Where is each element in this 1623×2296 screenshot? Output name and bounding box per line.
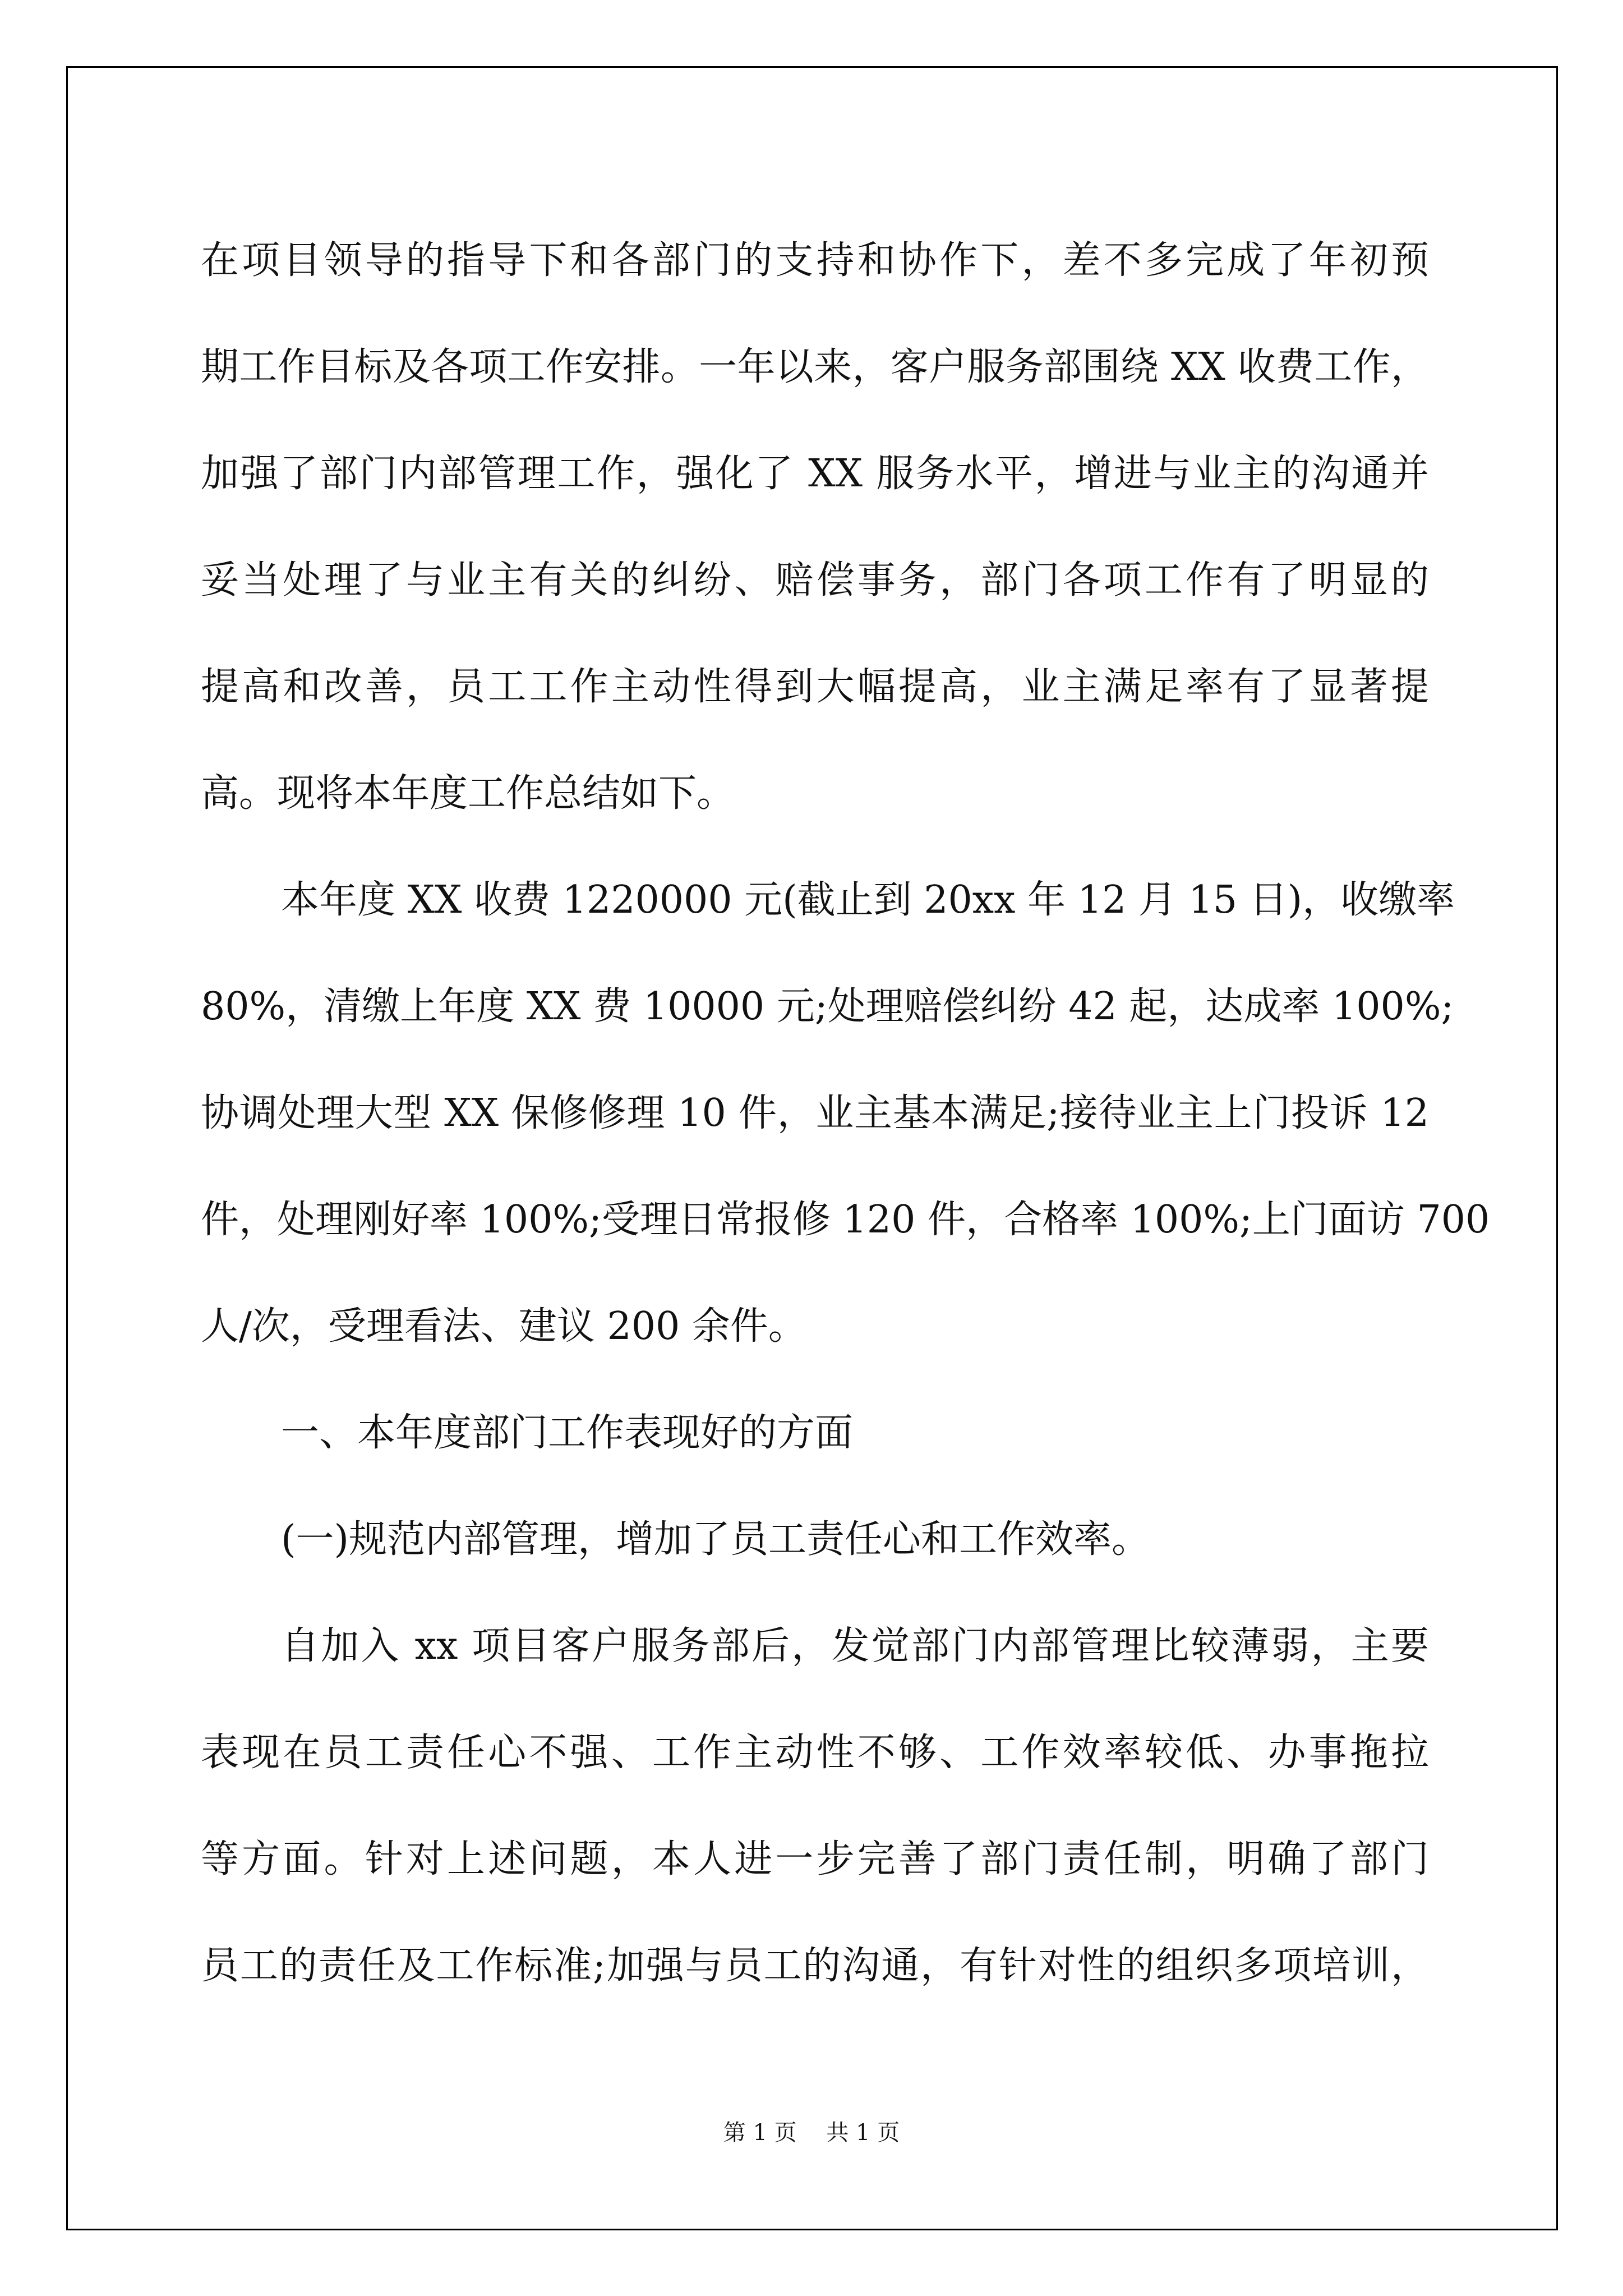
section-heading: 一、本年度部门工作表现好的方面 [281, 1411, 854, 1455]
document-body [201, 208, 1490, 2019]
text-line: 期工作目标及各项工作安排。一年以来，客户服务部围绕 XX 收费工作， [201, 345, 1429, 389]
text-line: 80%，清缴上年度 XX 费 10000 元;处理赔偿纠纷 42 起，达成率 100%; [201, 984, 1454, 1029]
text-line: 件，处理刚好率 100%;受理日常报修 120 件，合格率 100%;上门面访 700 [201, 1198, 1490, 1242]
subsection-heading: (一)规范内部管理，增加了员工责任心和工作效率。 [281, 1517, 1150, 1562]
text-line: 等方面。针对上述问题，本人进一步完善了部门责任制，明确了部门 [201, 1837, 1429, 1881]
text-line: 协调处理大型 XX 保修修理 10 件，业主基本满足;接待业主上门投诉 12 [201, 1091, 1429, 1135]
text-line: 在项目领导的指导下和各部门的支持和协作下，差不多完成了年初预 [201, 238, 1429, 283]
text-line: 提高和改善，员工工作主动性得到大幅提高，业主满足率有了显著提 [201, 665, 1429, 709]
page-number-footer: 第 1 页 共 1 页 [723, 2120, 900, 2146]
text-line: 高。现将本年度工作总结如下。 [201, 771, 735, 816]
text-line: 员工的责任及工作标准;加强与员工的沟通，有针对性的组织多项培训， [201, 1944, 1429, 1988]
text-line: 妥当处理了与业主有关的纠纷、赔偿事务，部门各项工作有了明显的 [201, 558, 1429, 602]
text-line: 本年度 XX 收费 1220000 元(截止到 20xx 年 12 月 15 日)，收缴率 [281, 878, 1455, 922]
text-line: 表现在员工责任心不强、工作主动性不够、工作效率较低、办事拖拉 [201, 1731, 1429, 1775]
text-line: 人/次，受理看法、建议 200 余件。 [201, 1304, 806, 1349]
text-line: 加强了部门内部管理工作，强化了 XX 服务水平，增进与业主的沟通并 [201, 452, 1429, 496]
text-line: 自加入 xx 项目客户服务部后，发觉部门内部管理比较薄弱，主要 [281, 1624, 1429, 1668]
